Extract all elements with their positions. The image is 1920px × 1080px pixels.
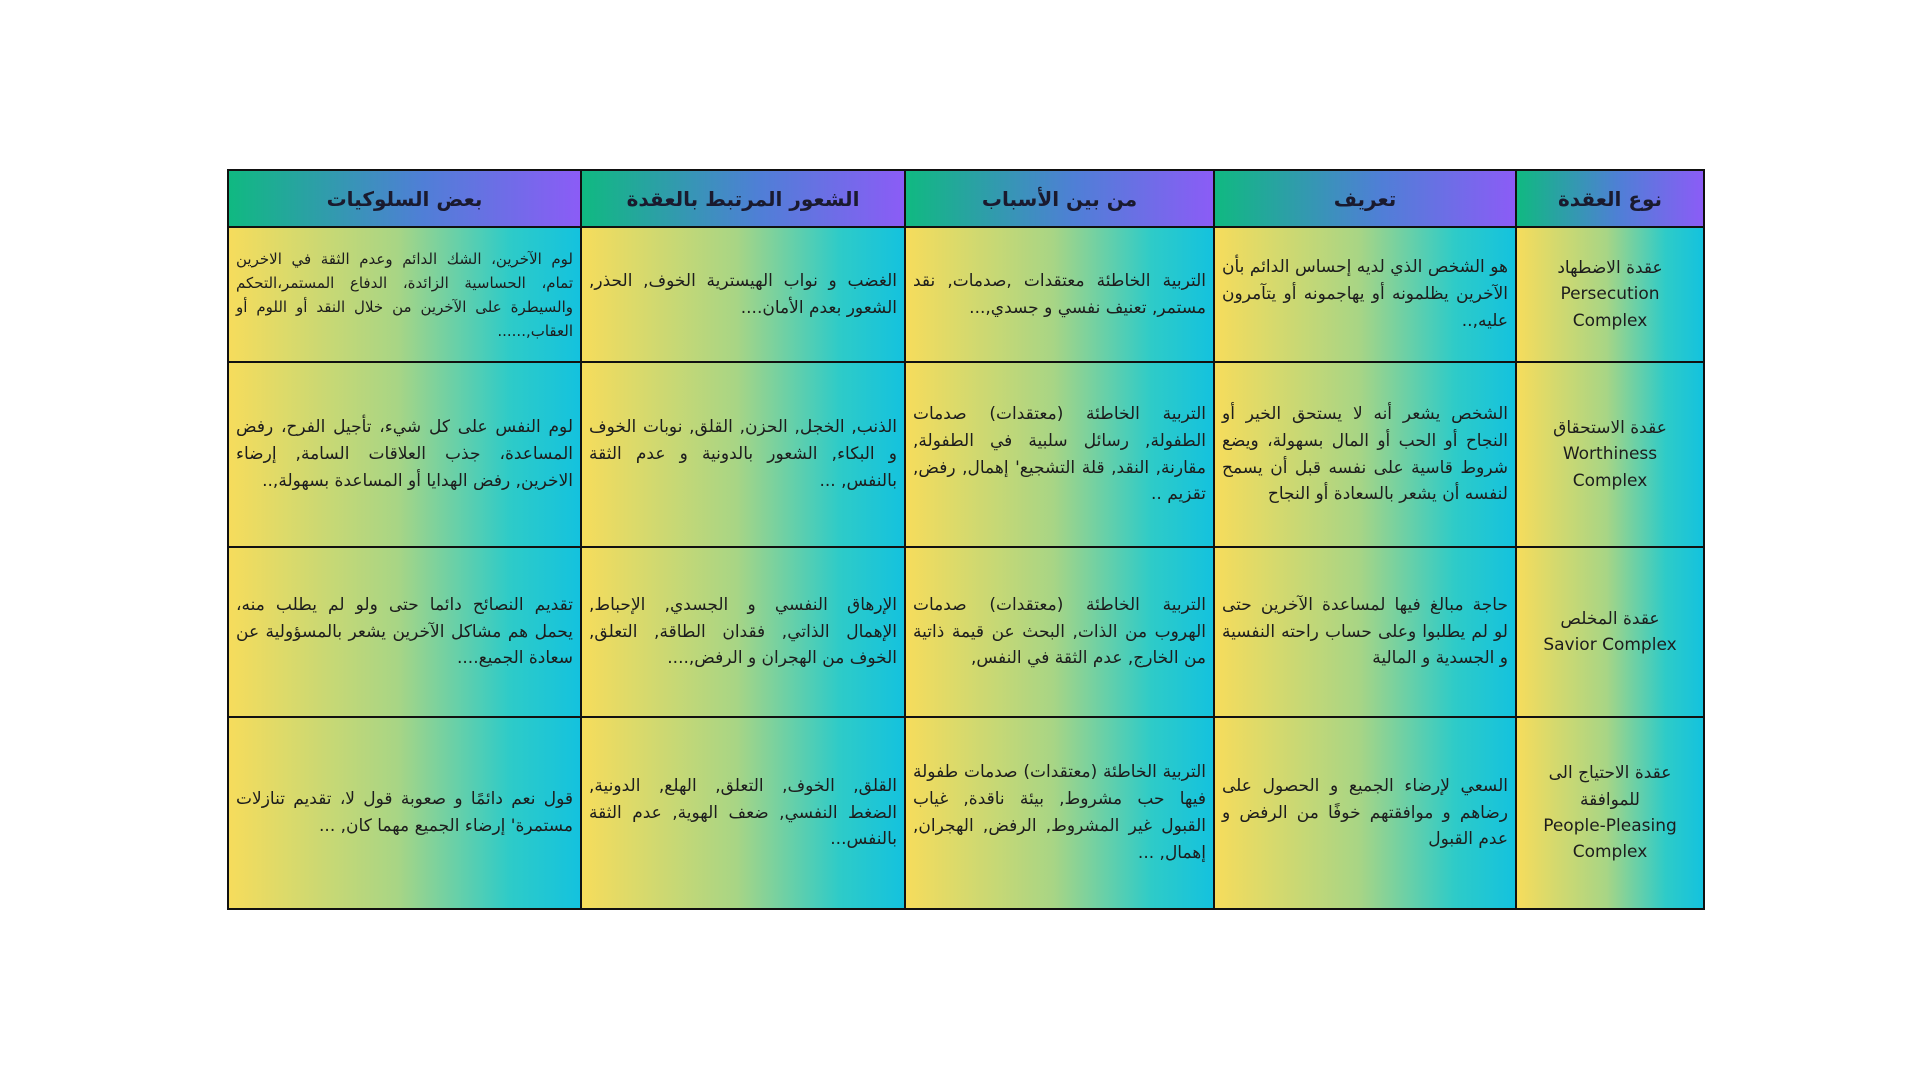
feelings-cell: الغضب و نواب الهيسترية الخوف, الحذر, الشعور بعدم الأمان....: [581, 227, 905, 362]
table-row: [228, 547, 1704, 717]
complex-type-arabic: عقدة المخلص: [1560, 608, 1660, 629]
feelings-cell: الذنب, الخجل, الحزن, القلق, نوبات الخوف و البكاء, الشعور بالدونية و عدم الثقة بالنفس, ...: [581, 362, 905, 547]
complex-type-english: Worthiness Complex: [1562, 444, 1658, 491]
behaviors-cell: تقديم النصائح دائما حتى ولو لم يطلب منه، يحمل هم مشاكل الآخرين يشعر بالمسؤولية عن سعادة الجميع....: [228, 547, 581, 717]
header-behaviors: بعض السلوكيات: [228, 170, 581, 227]
definition-cell: السعي لإرضاء الجميع و الحصول على رضاهم و موافقتهم خوفًا من الرفض و عدم القبول: [1214, 717, 1516, 909]
complex-type-arabic: عقدة الاضطهاد: [1557, 257, 1663, 278]
causes-cell: التربية الخاطئة معتقدات ,صدمات, نقد مستمر, تعنيف نفسي و جسدي,...: [905, 227, 1214, 362]
definition-cell: هو الشخص الذي لديه إحساس الدائم بأن الآخرين يظلمونه أو يهاجمونه أو يتآمرون عليه,..: [1214, 227, 1516, 362]
behaviors-cell: لوم النفس على كل شيء، تأجيل الفرح، رفض المساعدة، جذب العلاقات السامة, إرضاء الاخرين, رفض الهدايا أو المساعدة بسهولة,..: [228, 362, 581, 547]
complex-type-cell: [1516, 717, 1704, 909]
causes-cell: التربية الخاطئة (معتقدات) صدمات الطفولة, رسائل سلبية في الطفولة, مقارنة, النقد, قلة التشجيع' إهمال, رفض, تقزيم ..: [905, 362, 1214, 547]
complex-type-cell: [1516, 362, 1704, 547]
causes-cell: التربية الخاطئة (معتقدات) صدمات الهروب من الذات, البحث عن قيمة ذاتية من الخارج, عدم الثقة في النفس,: [905, 547, 1214, 717]
complex-type-english: Persecution Complex: [1560, 284, 1660, 331]
complex-type-arabic: عقدة الاستحقاق: [1553, 417, 1667, 438]
header-type: نوع العقدة: [1516, 170, 1704, 227]
behaviors-cell: قول نعم دائمًا و صعوبة قول لا، تقديم تنازلات مستمرة' إرضاء الجميع مهما كان, ...: [228, 717, 581, 909]
causes-cell: التربية الخاطئة (معتقدات) صدمات طفولة فيها حب مشروط, بيئة ناقدة, غياب القبول غير المشروط, الرفض, الهجران, إهمال, ...: [905, 717, 1214, 909]
definition-cell: حاجة مبالغ فيها لمساعدة الآخرين حتى لو لم يطلبوا وعلى حساب راحته النفسية و الجسدية و المالية: [1214, 547, 1516, 717]
header-row: [228, 170, 1704, 227]
complex-type-english: People-Pleasing Complex: [1543, 816, 1677, 863]
table-row: [228, 362, 1704, 547]
complex-type-arabic: عقدة الاحتياج الى للموافقة: [1548, 763, 1672, 810]
complex-type-english: Savior Complex: [1543, 635, 1677, 655]
header-causes: من بين الأسباب: [905, 170, 1214, 227]
header-feelings: الشعور المرتبط بالعقدة: [581, 170, 905, 227]
definition-cell: الشخص يشعر أنه لا يستحق الخير أو النجاح أو الحب أو المال بسهولة، ويضع شروط قاسية على نفسه قبل أن يسمح لنفسه أن يشعر بالسعادة أو النجاح: [1214, 362, 1516, 547]
table-row: [228, 227, 1704, 362]
behaviors-cell: لوم الآخرين، الشك الدائم وعدم الثقة في الاخرين تمام، الحساسية الزائدة، الدفاع المستمر،التحكم والسيطرة على الآخرين من خلال النقد أو اللوم أو العقاب,......: [228, 227, 581, 362]
complex-type-cell: [1516, 547, 1704, 717]
table-row: [228, 717, 1704, 909]
header-definition: تعريف: [1214, 170, 1516, 227]
complex-table: [227, 169, 1705, 910]
feelings-cell: الإرهاق النفسي و الجسدي, الإحباط, الإهمال الذاتي, فقدان الطاقة, التعلق, الخوف من الهجران و الرفض,....: [581, 547, 905, 717]
complex-type-cell: [1516, 227, 1704, 362]
feelings-cell: القلق, الخوف, التعلق, الهلع, الدونية, الضغط النفسي, ضعف الهوية, عدم الثقة بالنفس...: [581, 717, 905, 909]
